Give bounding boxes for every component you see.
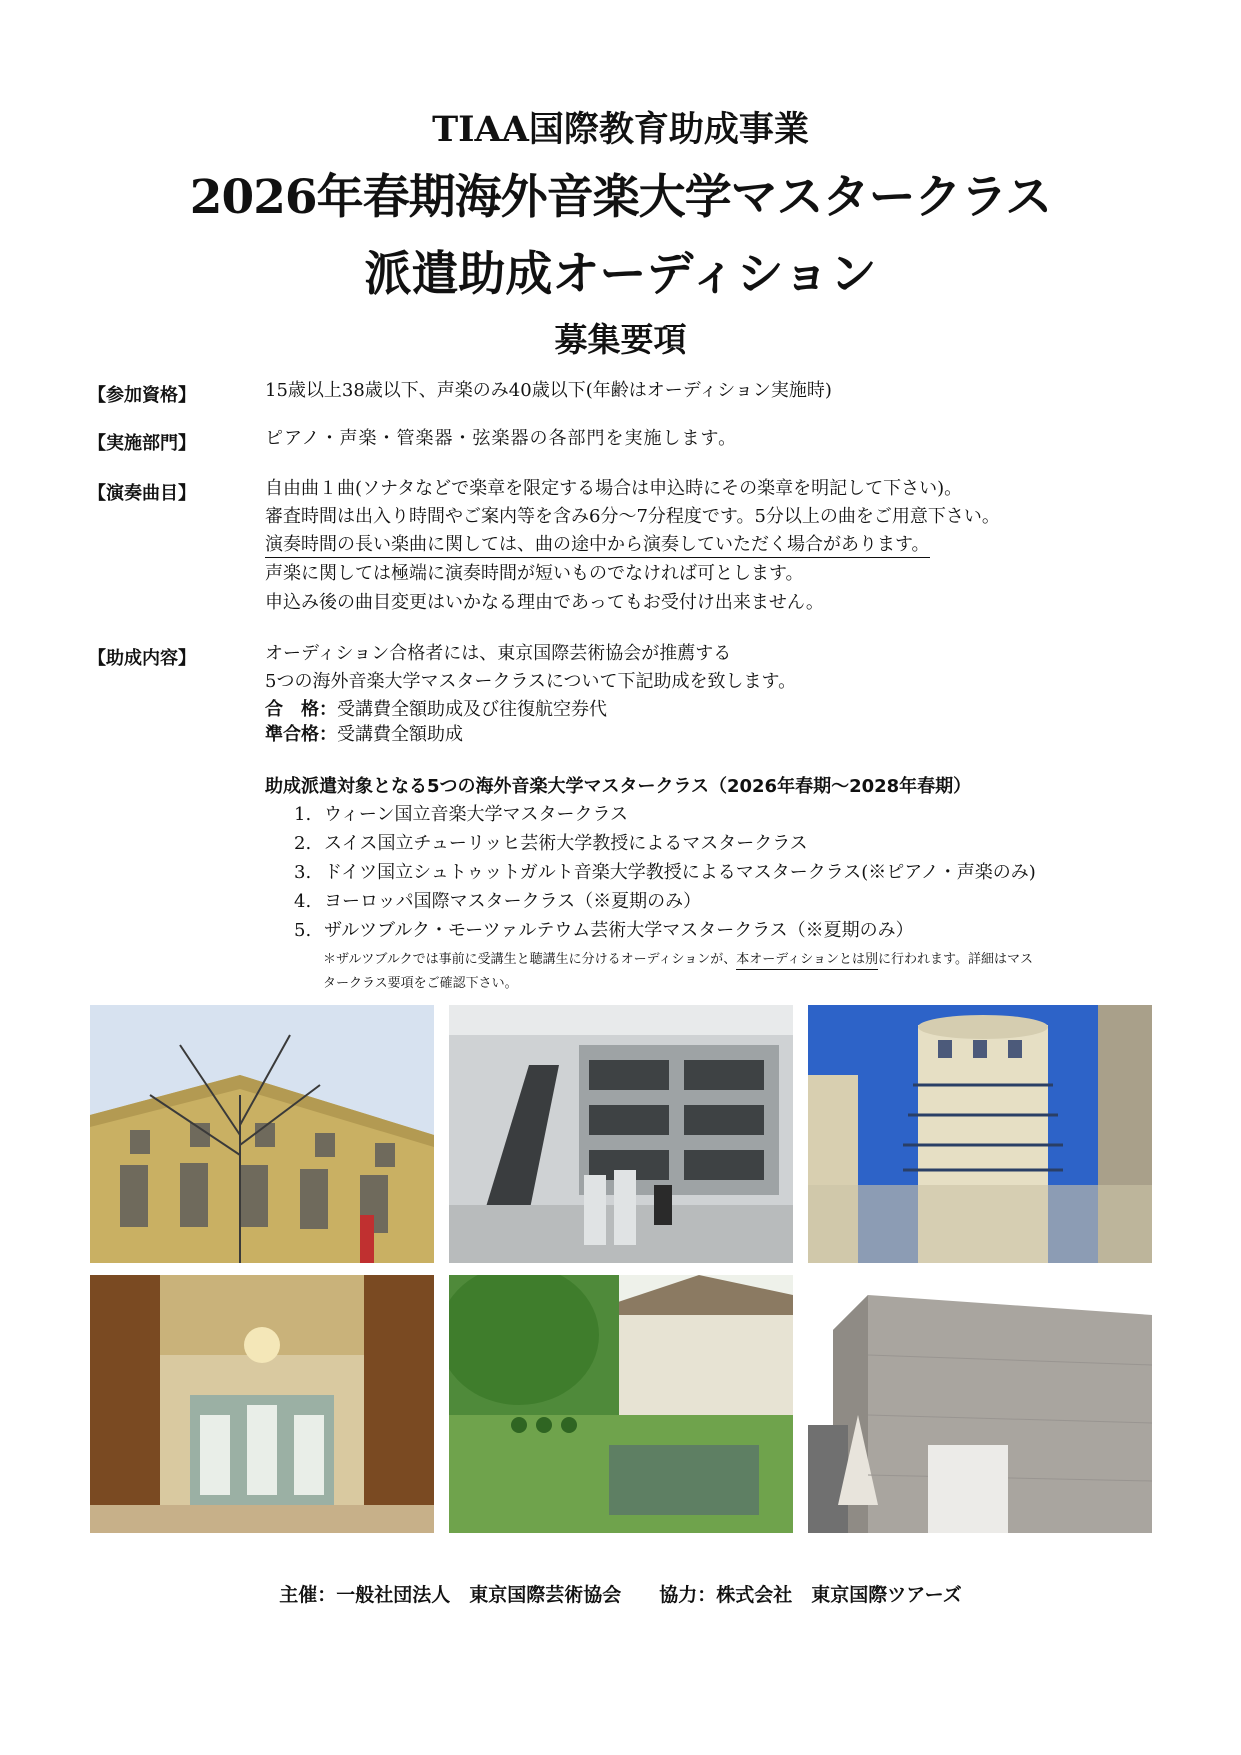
program-title: TIAA国際教育助成事業 bbox=[432, 109, 809, 150]
masterclass-item-2: 2. スイス国立チューリッヒ芸術大学教授によるマスタークラス bbox=[294, 833, 808, 854]
masterclass-item-3: 3. ドイツ国立シュトゥットガルト音楽大学教授によるマスタークラス(※ピアノ・声楽のみ) bbox=[294, 862, 1036, 883]
grant-pass-line bbox=[265, 701, 607, 719]
pass-label: 合 格： bbox=[265, 699, 337, 720]
repertoire-underlined-text: 演奏時間の長い楽曲に関しては、曲の途中から演奏していただく場合があります。 bbox=[265, 534, 930, 558]
masterclass-item-5: 5. ザルツブルク・モーツァルテウム芸術大学マスタークラス（※夏期のみ） bbox=[294, 920, 914, 941]
semi-pass-text: 受講費全額助成 bbox=[337, 724, 463, 745]
zurich-atrium-photo bbox=[449, 1005, 793, 1263]
vienna-university-building-photo bbox=[90, 1005, 434, 1263]
repertoire-label: 【演奏曲目】 bbox=[88, 483, 196, 504]
grant-line-1: オーディション合格者には、東京国際芸術協会が推薦する bbox=[265, 643, 732, 664]
repertoire-line-3 bbox=[265, 536, 930, 554]
divisions-label: 【実施部門】 bbox=[88, 433, 196, 454]
footer-organizers: 主催：一般社団法人 東京国際芸術協会 協力：株式会社 東京国際ツアーズ bbox=[279, 1584, 962, 1606]
repertoire-line-2: 審査時間は出入り時間やご案内等を含み6分〜7分程度です。5分以上の曲をご用意下さい。 bbox=[265, 506, 1000, 527]
salzburg-note-line-1: ＊ザルツブルクでは事前に受講生と聴講生に分けるオーディションが、本オーディションとは別に行われます。詳細はマス bbox=[323, 948, 1033, 967]
guidelines-heading: 募集要項 bbox=[554, 320, 687, 359]
grant-semi-line bbox=[265, 726, 463, 744]
masterclass-item-1: 1. ウィーン国立音楽大学マスタークラス bbox=[294, 804, 629, 825]
main-title: 2026年春期海外音楽大学マスタークラス bbox=[189, 170, 1052, 225]
eligibility-text: 15歳以上38歳以下、声楽のみ40歳以下(年齢はオーディション実施時) bbox=[265, 380, 832, 401]
repertoire-line-4: 声楽に関しては極端に演奏時間が短いものでなければ可とします。 bbox=[265, 563, 804, 584]
stone-cube-building-photo bbox=[808, 1275, 1152, 1533]
semi-pass-label: 準合格： bbox=[265, 724, 337, 745]
repertoire-line-5: 申込み後の曲目変更はいかなる理由であってもお受付け出来ません。 bbox=[265, 592, 824, 613]
eligibility-label: 【参加資格】 bbox=[88, 385, 196, 406]
main-subtitle: 派遣助成オーディション bbox=[364, 247, 877, 302]
pass-text: 受講費全額助成及び往復航空券代 bbox=[337, 699, 607, 720]
masterclass-list-heading: 助成派遣対象となる5つの海外音楽大学マスタークラス（2026年春期〜2028年春期） bbox=[265, 776, 972, 797]
stuttgart-tower-photo bbox=[808, 1005, 1152, 1263]
masterclass-item-4: 4. ヨーロッパ国際マスタークラス（※夏期のみ） bbox=[294, 891, 702, 912]
salzburg-note-line-2: タークラス要項をご確認下さい。 bbox=[323, 976, 518, 991]
grant-line-2: 5つの海外音楽大学マスタークラスについて下記助成を致します。 bbox=[265, 671, 797, 692]
garden-villa-photo bbox=[449, 1275, 793, 1533]
repertoire-line-1: 自由曲１曲(ソナタなどで楽章を限定する場合は申込時にその楽章を明記して下さい)。 bbox=[265, 478, 963, 499]
ornate-hall-photo bbox=[90, 1275, 434, 1533]
divisions-text: ピアノ・声楽・管楽器・弦楽器の各部門を実施します。 bbox=[265, 428, 738, 449]
grant-label: 【助成内容】 bbox=[88, 648, 196, 669]
